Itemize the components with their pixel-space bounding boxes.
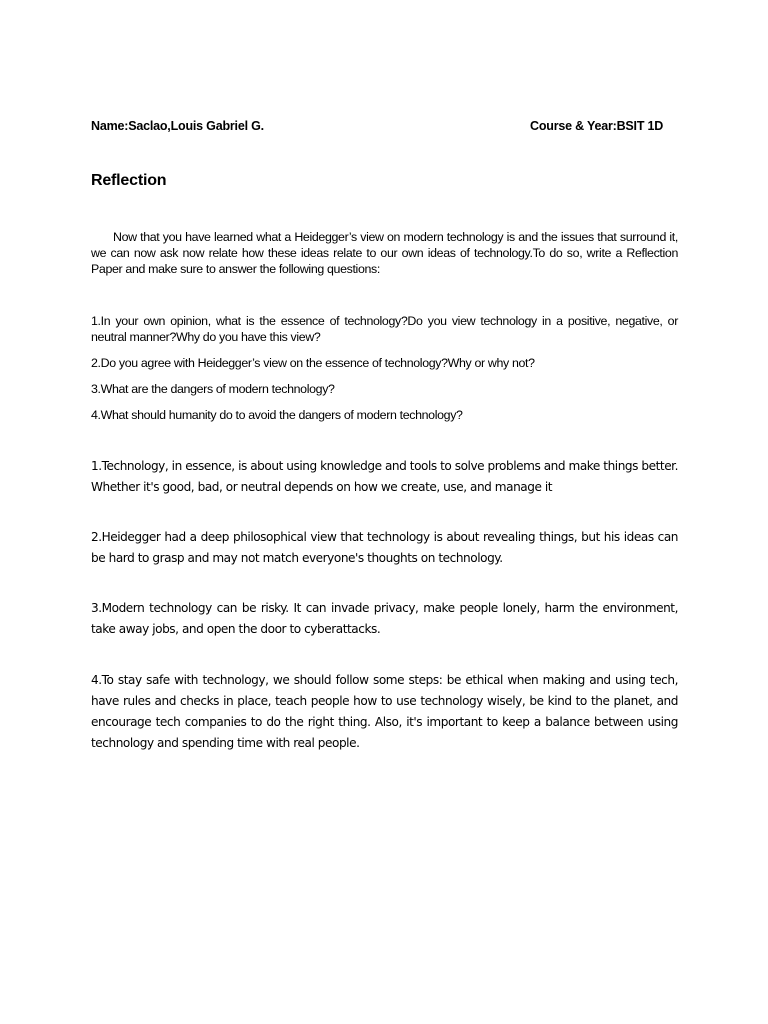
question-item: 1.In your own opinion, what is the essence of technology?Do you view technology in a positive, negative, or neutral manner?Why do you have this view?	[91, 314, 678, 344]
header-row	[91, 119, 681, 137]
answer-paragraph-3: 3.Modern technology can be risky. It can invade privacy, make people lonely, harm the environment, take away jobs, and open the door to cyberattacks.	[91, 601, 678, 636]
question-list	[91, 313, 678, 433]
answer-paragraph-4: 4.To stay safe with technology, we should follow some steps: be ethical when making and using tech, have rules and checks in place, teach people how to use technology wisely, be kind to the planet, and encourage tech companies to do the right thing. Also, it's important to keep a balance between using technology and spending time with real people.	[91, 673, 678, 750]
answer-paragraph-1: 1.Technology, in essence, is about using knowledge and tools to solve problems and make things better. Whether it's good, bad, or neutral depends on how we create, use, and manage it	[91, 459, 678, 494]
course-year: Course & Year:BSIT 1D	[530, 119, 664, 133]
question-item: 3.What are the dangers of modern technology?	[91, 382, 335, 396]
intro-paragraph: Now that you have learned what a Heidegger’s view on modern technology is and the issues that surround it, we can now ask now relate how these ideas relate to our own ideas of technology.To do so, write a Reflection Paper and make sure to answer the following questions:	[91, 230, 678, 276]
question-item: 2.Do you agree with Heidegger’s view on the essence of technology?Why or why not?	[91, 356, 535, 370]
answer-paragraph-2: 2.Heidegger had a deep philosophical view that technology is about revealing things, but his ideas can be hard to grasp and may not match everyone's thoughts on technology.	[91, 530, 678, 565]
page-title: Reflection	[91, 172, 167, 189]
student-name: Name:Saclao,Louis Gabriel G.	[91, 119, 264, 133]
question-item: 4.What should humanity do to avoid the dangers of modern technology?	[91, 408, 463, 422]
